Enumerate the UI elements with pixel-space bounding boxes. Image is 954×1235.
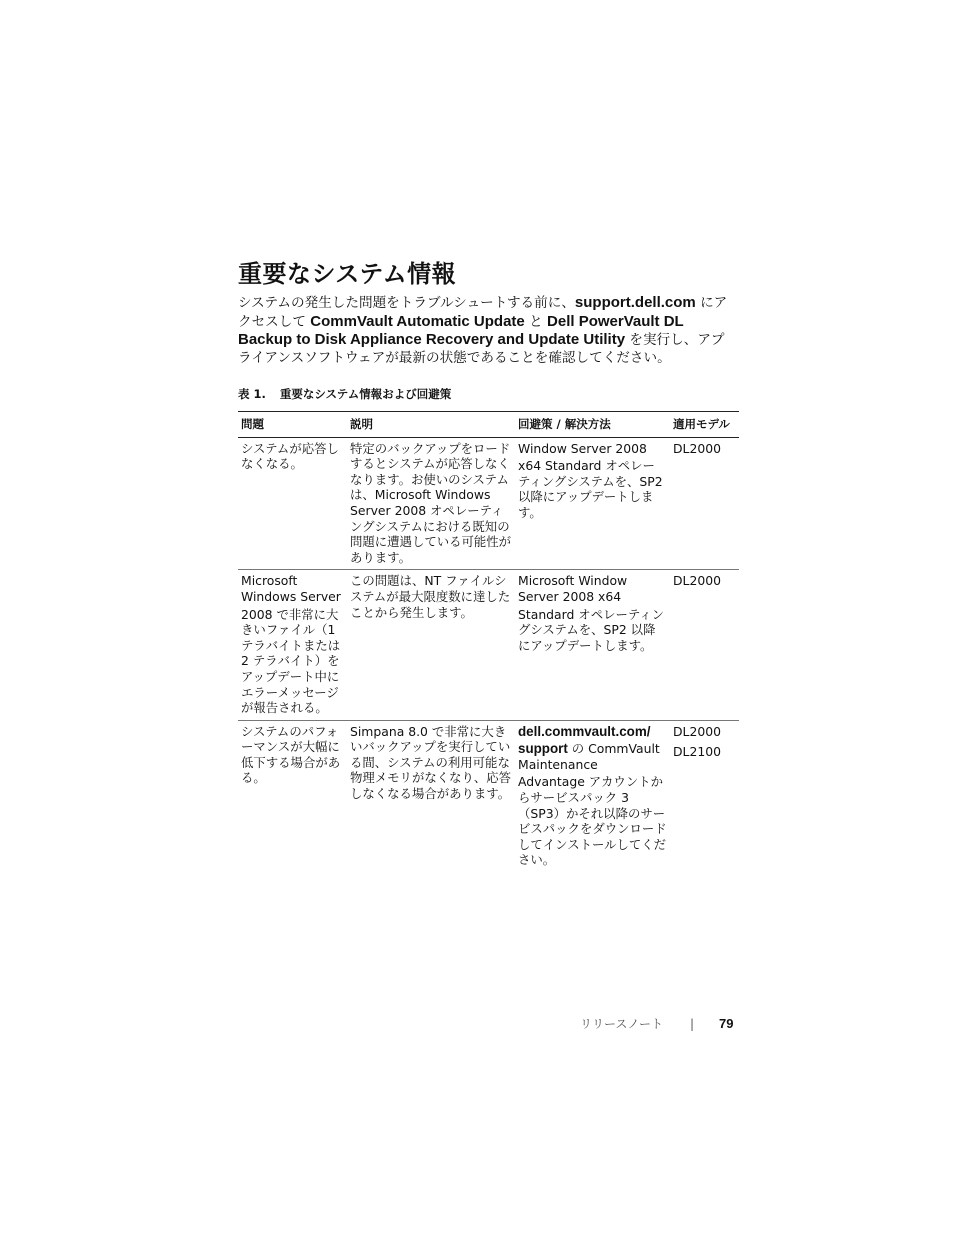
cell-problem: システムのパフォーマンスが大幅に低下する場合がある。	[238, 720, 347, 872]
table-row	[238, 570, 739, 720]
page-footer	[580, 1015, 740, 1035]
solution-line-1: Window Server 2008	[518, 440, 647, 456]
intro-text-4: を実行し、アプライアンスソフトウェアが最新の状態であることを確認してください。	[238, 332, 725, 366]
table-number: 表 1.	[238, 387, 266, 401]
footer-label: リリースノート	[580, 1017, 664, 1031]
cell-solution	[515, 570, 670, 720]
page-content	[238, 258, 738, 872]
cell-model	[670, 437, 739, 570]
cell-problem	[238, 570, 347, 720]
solution-line-2: x64 Standard オペレーティングシステムを、SP2 以降にアップデートします。	[518, 458, 663, 520]
model-dl2000: DL2000	[673, 723, 721, 739]
solution-line-3: Advantage アカウントからサービスパック 3（SP3）かそれ以降のサービスパックをダウンロードしてインストールしてください。	[518, 774, 667, 868]
table-title: 重要なシステム情報および回避策	[279, 387, 452, 401]
table-caption	[238, 387, 738, 402]
solution-line-2	[518, 741, 667, 772]
table-row	[238, 720, 739, 872]
table-row	[238, 437, 739, 570]
solution-line-2: Standard オペレーティングシステムを、SP2 以降にアップデートします。	[518, 606, 665, 653]
page-title: 重要なシステム情報	[238, 260, 457, 288]
intro-text-1: システムの発生した問題をトラブルシュートする前に、	[238, 295, 575, 311]
intro-text-2: にアクセスして	[238, 295, 728, 330]
cell-solution	[515, 720, 670, 872]
app-name-commvault: CommVault Automatic Update	[310, 312, 525, 330]
cell-description: この問題は、NT ファイルシステムが最大限度数に達したことから発生します。	[347, 570, 515, 720]
solution-text-a: の CommVault Maintenance	[518, 741, 660, 772]
cell-solution	[515, 437, 670, 570]
problem-line-1: Microsoft Windows Server	[241, 573, 341, 604]
page-number: 79	[719, 1016, 734, 1031]
problem-line-2: 2008 で非常に大きいファイル（1 テラバイトまたは 2 テラバイト）をアップデート中にエラーメッセージが報告される。	[241, 606, 341, 716]
cell-model	[670, 570, 739, 720]
model-dl2000: DL2000	[673, 573, 721, 589]
support-link[interactable]: support.dell.com	[574, 294, 696, 311]
model-dl2000: DL2000	[673, 440, 721, 456]
header-problem: 問題	[238, 412, 347, 438]
app-name-dell-utility: Dell PowerVault DL Backup to Disk Appliance Recovery and Update Utility	[238, 312, 684, 348]
cell-description: Simpana 8.0 で非常に大きいバックアップを実行している間、システムの利用可能な物理メモリがなくなり、応答しなくなる場合があります。	[347, 720, 515, 872]
footer-separator: |	[690, 1017, 695, 1031]
model-dl2100: DL2100	[673, 744, 721, 760]
commvault-support-link[interactable]: dell.commvault.com/	[518, 723, 651, 739]
header-description: 説明	[347, 412, 515, 438]
solution-line-1: Microsoft Window Server 2008 x64	[518, 573, 628, 604]
cell-problem: システムが応答しなくなる。	[241, 440, 339, 472]
commvault-support-link-2[interactable]: support	[518, 741, 568, 757]
cell-model	[670, 720, 739, 872]
intro-paragraph	[238, 294, 738, 367]
solution-link-line	[518, 724, 667, 740]
header-solution: 回避策 / 解決方法	[515, 412, 670, 438]
system-info-table	[238, 411, 739, 872]
header-model: 適用モデル	[670, 412, 739, 438]
table-header-row	[238, 412, 739, 438]
cell-description: 特定のバックアップをロードするとシステムが応答しなくなります。お使いのシステムは、Microsoft Windows Server 2008 オペレーティングシステムにおける既知の問題に遭遇している可能性があります。	[350, 440, 512, 565]
intro-text-3: と	[524, 313, 548, 330]
